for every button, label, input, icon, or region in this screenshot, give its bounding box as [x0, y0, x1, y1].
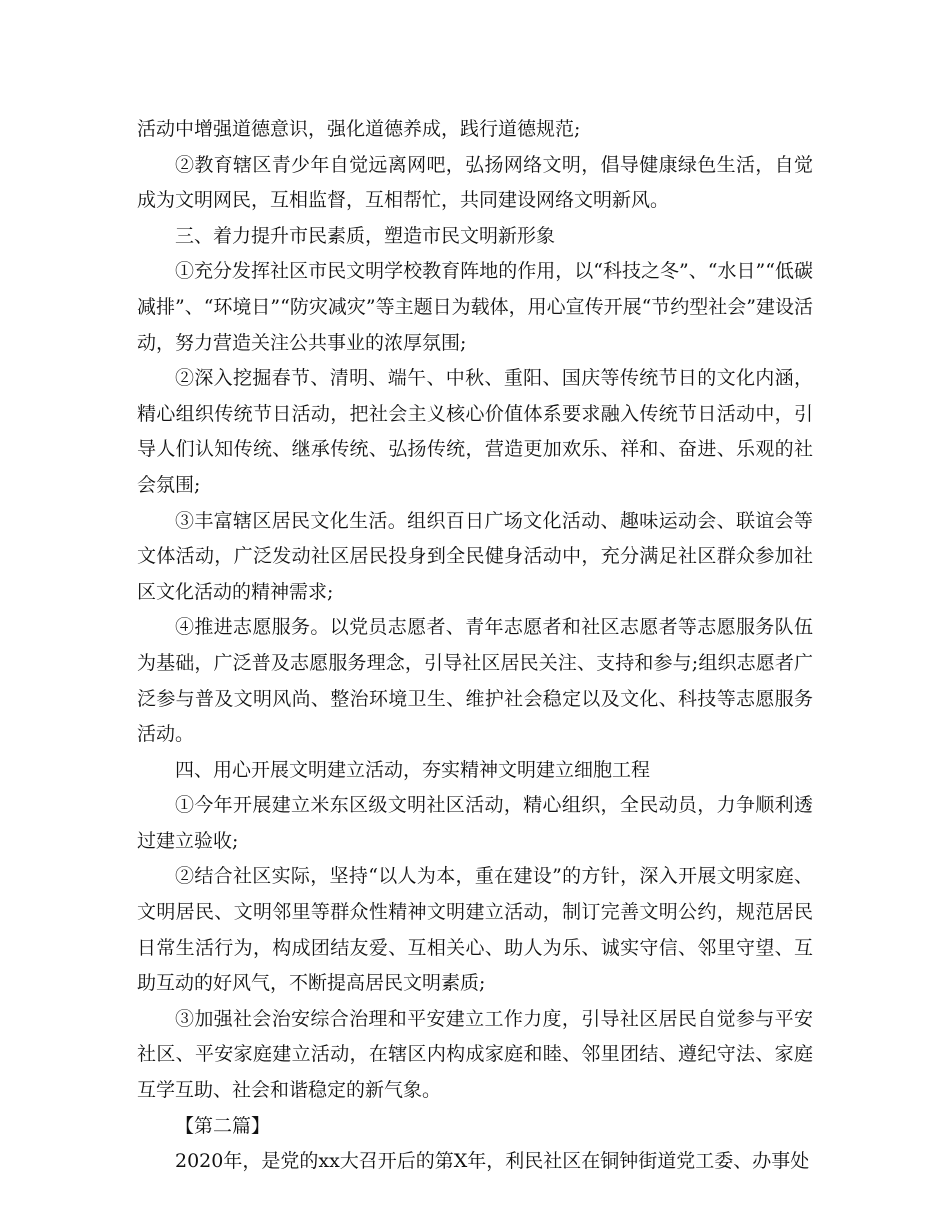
paragraph-4: ①充分发挥社区市民文明学校教育阵地的作用，以“科技之冬”、“水日”“低碳减排”、“环境日”“防灾减灾”等主题日为载体，用心宣传开展“节约型社会”建设活动，努力营造关注公共事业的浓厚氛围; — [137, 260, 813, 354]
paragraph-6: ③丰富辖区居民文化生活。组织百日广场文化活动、趣味运动会、联谊会等文体活动，广泛发动社区居民投身到全民健身活动中，充分满足社区群众参加社区文化活动的精神需求; — [137, 509, 813, 603]
section-heading-3: 三、着力提升市民素质，塑造市民文明新形象 — [175, 224, 556, 247]
part-heading-second: 【第二篇】 — [175, 1114, 271, 1137]
document-body — [137, 112, 813, 1180]
paragraph-7: ④推进志愿服务。以党员志愿者、青年志愿者和社区志愿者等志愿服务队伍为基础，广泛普及志愿服务理念，引导社区居民关注、支持和参与;组织志愿者广泛参与普及文明风尚、整治环境卫生、维护社会稳定以及文化、科技等志愿服务活动。 — [137, 616, 813, 746]
paragraph-9: ①今年开展建立米东区级文明社区活动，精心组织，全民动员，力争顺利透过建立验收; — [137, 794, 813, 852]
paragraph-11: ③加强社会治安综合治理和平安建立工作力度，引导社区居民自觉参与平安社区、平安家庭建立活动，在辖区内构成家庭和睦、邻里团结、遵纪守法、家庭互学互助、社会和谐稳定的新气象。 — [137, 1007, 813, 1102]
section-heading-4: 四、用心开展文明建立活动，夯实精神文明建立细胞工程 — [175, 758, 651, 781]
paragraph-13: 2020年，是党的xx大召开后的第X年，利民社区在铜钟街道党工委、办事处 — [175, 1150, 810, 1173]
paragraph-1: 活动中增强道德意识，强化道德养成，践行道德规范; — [137, 118, 581, 140]
paragraph-2: ②教育辖区青少年自觉远离网吧，弘扬网络文明，倡导健康绿色生活，自觉成为文明网民，互相监督，互相帮忙，共同建设网络文明新风。 — [137, 153, 813, 212]
paragraph-5: ②深入挖掘春节、清明、端午、中秋、重阳、国庆等传统节日的文化内涵，精心组织传统节日活动，把社会主义核心价值体系要求融入传统节日活动中，引导人们认知传统、继承传统、弘扬传统，营造更加欢乐、祥和、奋进、乐观的社会氛围; — [137, 367, 813, 496]
paragraph-10: ②结合社区实际，坚持“以人为本，重在建设”的方针，深入开展文明家庭、文明居民、文明邻里等群众性精神文明建立活动，制订完善文明公约，规范居民日常生活行为，构成团结友爱、互相关心、助人为乐、诚实守信、邻里守望、互助互动的好风气，不断提高居民文明素质; — [137, 865, 813, 995]
